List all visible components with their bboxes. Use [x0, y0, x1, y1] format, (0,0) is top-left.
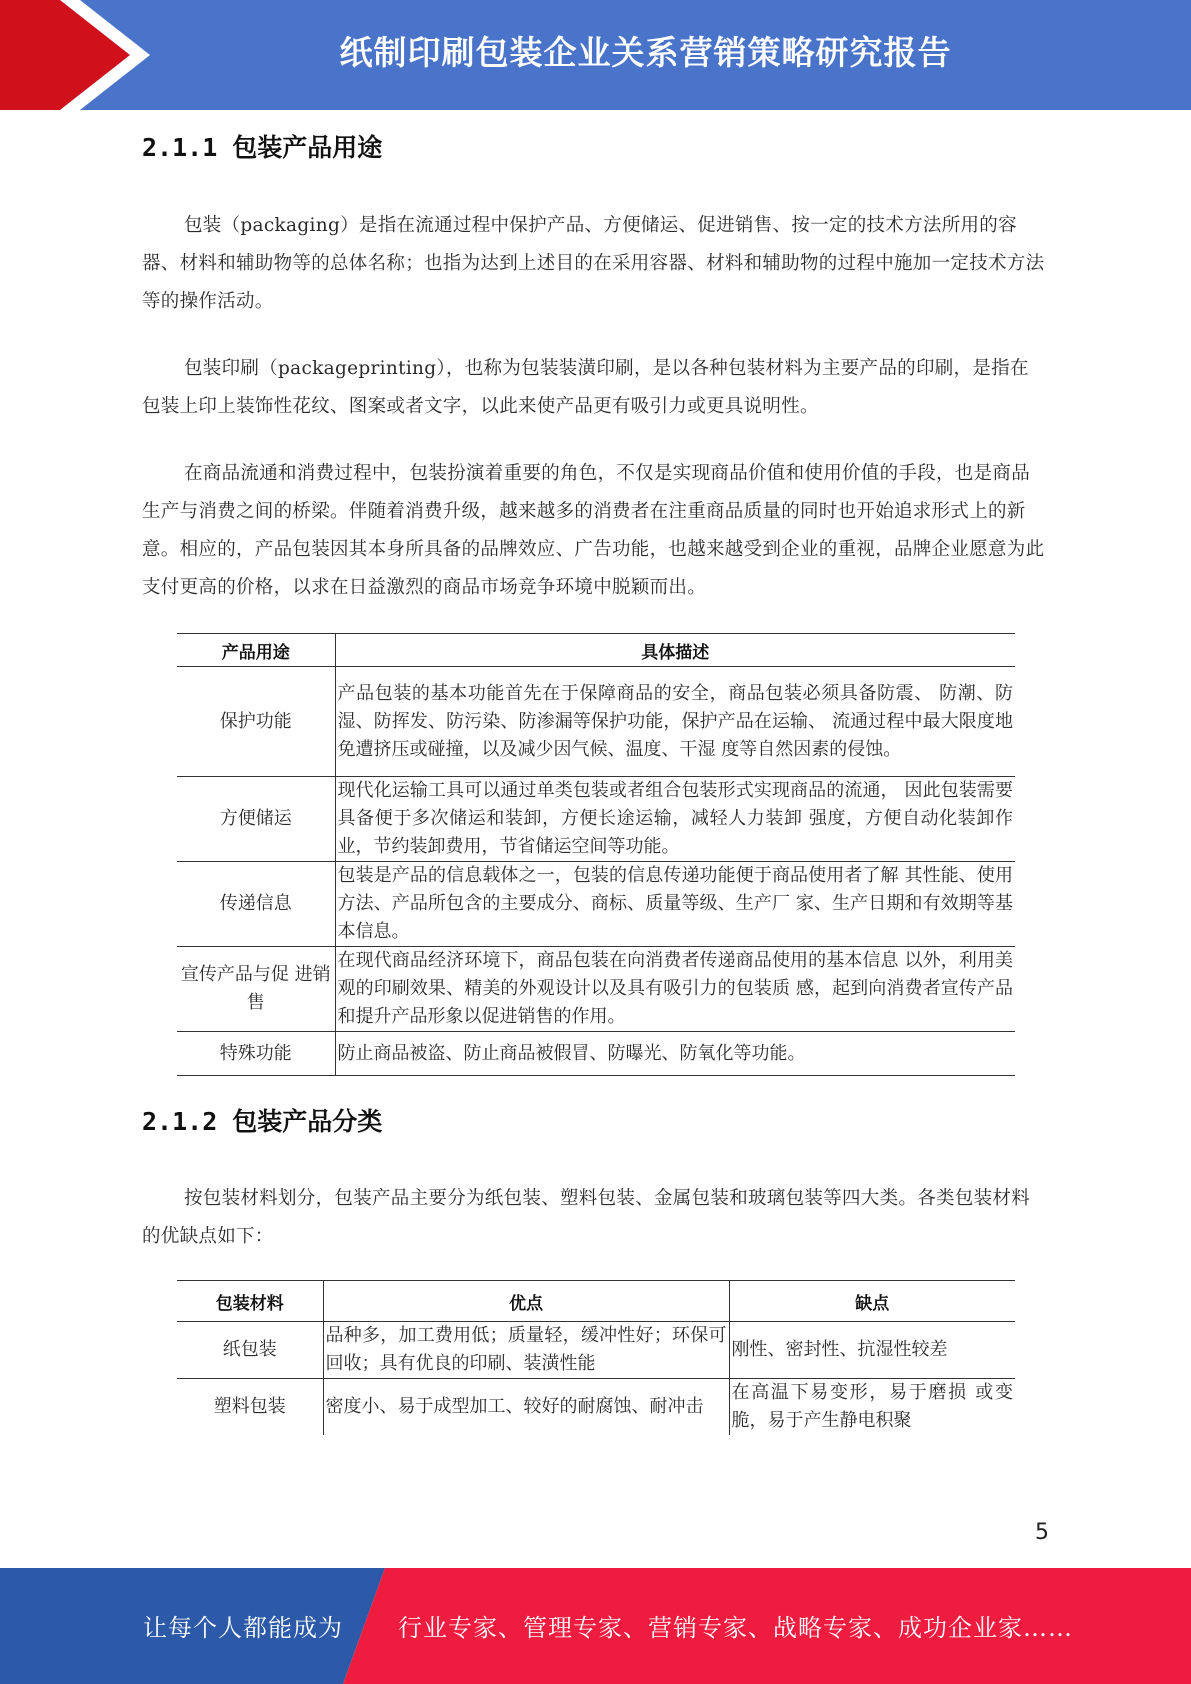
table-cell-cons: 在高温下易变形，易于磨损 或变脆，易于产生静电积聚: [729, 1379, 1015, 1436]
table-cell-usage: 传递信息: [177, 862, 335, 947]
table-cell-description: 现代化运输工具可以通过单类包装或者组合包装形式实现商品的流通， 因此包装需要具备便于多次储运和装卸，方便长途运输，减轻人力装卸 强度，方便自动化装卸作业，节约装卸费用，节省储运空间等功能。: [335, 777, 1015, 862]
table-header-cell: 包装材料: [177, 1281, 323, 1322]
table-cell-description: 产品包装的基本功能首先在于保障商品的安全，商品包装必须具备防震、 防潮、防湿、防挥发、防污染、防渗漏等保护功能，保护产品在运输、 流通过程中最大限度地免遭挤压或碰撞，以及减少因气候、温度、干湿 度等自然因素的侵蚀。: [335, 667, 1015, 777]
table-header-cell: 优点: [323, 1281, 729, 1322]
usage-table: [177, 633, 1015, 1076]
footer-slogan-left: 让每个人都能成为: [143, 1614, 343, 1642]
page-header: [0, 0, 1191, 110]
table-cell-material: 纸包装: [177, 1322, 323, 1379]
table-cell-material: 塑料包装: [213, 1396, 286, 1417]
table-row: [177, 1322, 1015, 1379]
paragraph: 在商品流通和消费过程中，包装扮演着重要的角色，不仅是实现商品价值和使用价值的手段，也是商品生产与消费之间的桥梁。伴随着消费升级，越来越多的消费者在注重商品质量的同时也开始追求形式上的新意。相应的，产品包装因其本身所具备的品牌效应、广告功能，也越来越受到企业的重视，品牌企业愿意为此支付更高的价格，以求在日益激烈的商品市场竞争环境中脱颖而出。: [142, 463, 1045, 598]
table-cell-usage: 特殊功能: [177, 1032, 335, 1076]
table-row: [177, 667, 1015, 777]
table-header-cell: 产品用途: [177, 634, 335, 667]
table-header-row: [177, 1281, 1015, 1322]
table-cell-pros: 品种多，加工费用低；质量轻，缓冲性好；环保可回收；具有优良的印刷、装潢性能: [323, 1322, 729, 1379]
table-cell-usage: 保护功能: [177, 667, 335, 777]
table-cell-cons: 刚性、密封性、抗湿性较差: [729, 1322, 1015, 1379]
table-cell-usage: 方便储运: [177, 777, 335, 862]
table-row: [177, 1032, 1015, 1076]
table-header-cell: 具体描述: [335, 634, 1015, 667]
table-row: [177, 862, 1015, 947]
table-cell-description: 在现代商品经济环境下，商品包装在向消费者传递商品使用的基本信息 以外，利用美观的印刷效果、精美的外观设计以及具有吸引力的包装质 感，起到向消费者宣传产品和提升产品形象以促进销售的作用。: [335, 947, 1015, 1032]
document-title: 纸制印刷包装企业关系营销策略研究报告: [339, 33, 952, 72]
table-header-cell: 缺点: [729, 1281, 1015, 1322]
materials-table: [177, 1280, 1015, 1435]
section-heading-classification: 2.1.2 包装产品分类: [142, 1107, 383, 1136]
table-cell-description: 包装是产品的信息载体之一，包装的信息传递功能便于商品使用者了解 其性能、使用方法、产品所包含的主要成分、商标、质量等级、生产厂 家、生产日期和有效期等基本信息。: [335, 862, 1015, 947]
section-heading-usage: 2.1.1 包装产品用途: [142, 133, 383, 162]
page-footer: [0, 1568, 1191, 1684]
footer-slogan-right: 行业专家、管理专家、营销专家、战略专家、成功企业家……: [398, 1614, 1073, 1642]
table-header-row: [177, 634, 1015, 667]
table-cell-description: 防止商品被盗、防止商品被假冒、防曝光、防氧化等功能。: [335, 1032, 1015, 1076]
paragraph: 按包装材料划分，包装产品主要分为纸包装、塑料包装、金属包装和玻璃包装等四大类。各类包装材料的优缺点如下：: [142, 1188, 1031, 1247]
page-number: 5: [1035, 1520, 1049, 1545]
paragraph: 包装（packaging）是指在流通过程中保护产品、方便储运、促进销售、按一定的技术方法所用的容器、材料和辅助物等的总体名称；也指为达到上述目的在采用容器、材料和辅助物的过程中施加一定技术方法等的操作活动。: [142, 215, 1045, 312]
table-row: [177, 777, 1015, 862]
table-row: [177, 1379, 1015, 1436]
table-cell-pros: 密度小、易于成型加工、较好的耐腐蚀、耐冲击: [323, 1379, 729, 1436]
paragraph: 包装印刷（packageprinting），也称为包装装潢印刷，是以各种包装材料为主要产品的印刷，是指在包装上印上装饰性花纹、图案或者文字，以此来使产品更有吸引力或更具说明性。: [142, 358, 1029, 417]
table-row: [177, 947, 1015, 1032]
table-cell-usage: 宣传产品与促 进销售: [177, 947, 335, 1032]
header-arrow-decoration: [0, 0, 200, 110]
